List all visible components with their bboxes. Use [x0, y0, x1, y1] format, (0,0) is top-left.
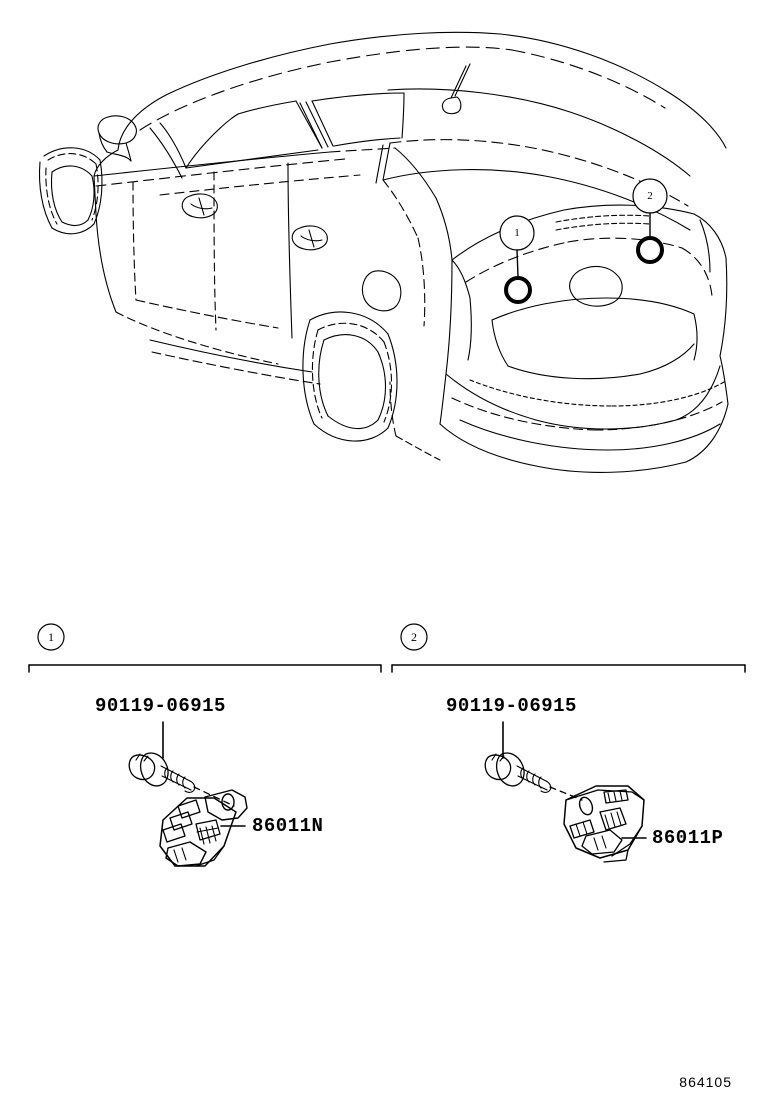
- bolt-part-1: [129, 753, 195, 792]
- bolt-part-2: [485, 753, 551, 792]
- roof-antenna: [442, 64, 470, 114]
- detail-group-1: [29, 624, 381, 866]
- part-number-bolt-1[interactable]: 90119-06915: [95, 695, 226, 717]
- door-handles: [182, 194, 327, 250]
- part-number-bracket-2[interactable]: 86011P: [652, 827, 724, 849]
- car-callout-2-number: 2: [647, 190, 653, 202]
- car-illustration: [40, 32, 729, 472]
- detail-group-2-number: 2: [411, 630, 417, 644]
- lower-body-dashed: [116, 312, 396, 436]
- part-number-bolt-2[interactable]: 90119-06915: [446, 695, 577, 717]
- body-side-upper: [94, 148, 395, 195]
- rear-wheel: [303, 312, 397, 441]
- body-side-lower: [94, 163, 320, 384]
- sheet-reference-code: 864105: [679, 1074, 732, 1090]
- front-wheel: [40, 148, 103, 234]
- detail-group-1-number: 1: [48, 630, 54, 644]
- bracket-part-86011P: [564, 786, 644, 862]
- side-windows: [186, 93, 404, 183]
- front-pillar-and-mirror: [98, 116, 186, 178]
- car-roof-and-glass: [94, 32, 726, 230]
- bracket-part-86011N: [160, 790, 247, 866]
- rear-quarter-and-hatch: [362, 148, 726, 429]
- part-number-bracket-1[interactable]: 86011N: [252, 815, 324, 837]
- car-callout-1-number: 1: [514, 227, 520, 239]
